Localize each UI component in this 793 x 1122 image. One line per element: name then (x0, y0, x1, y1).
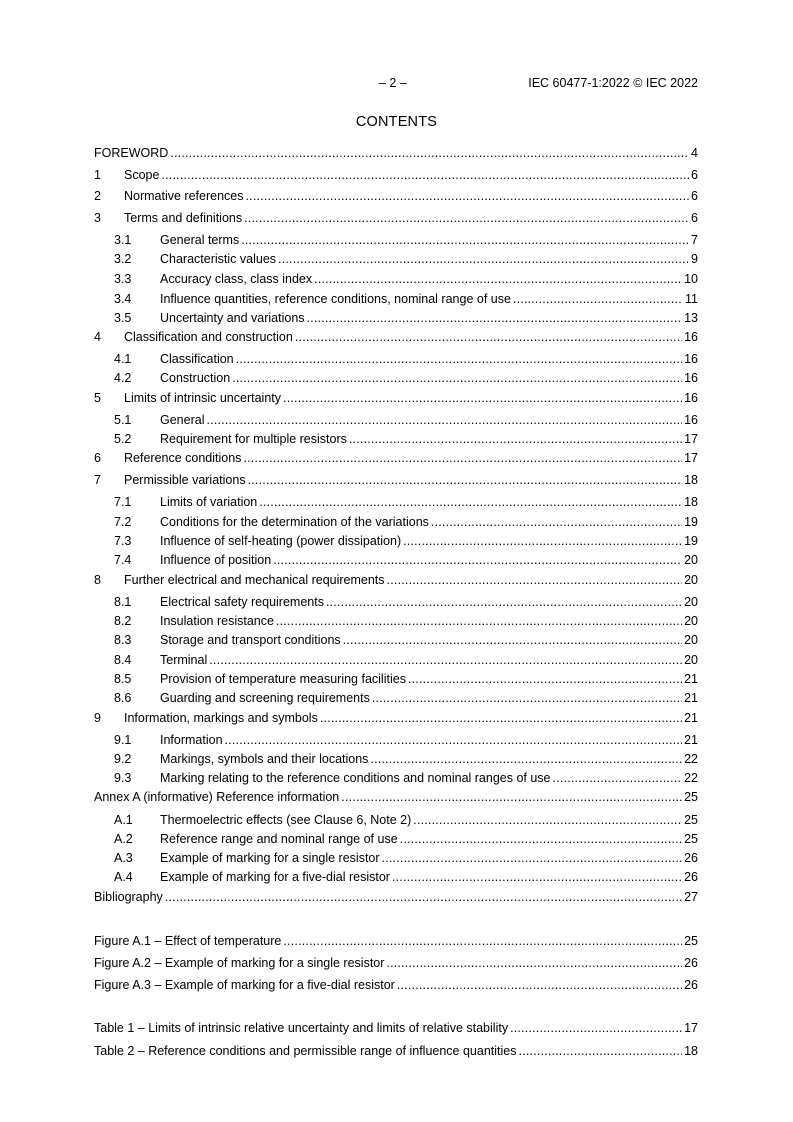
toc-entry-number: 3.5 (114, 311, 132, 325)
toc-entry[interactable] (94, 145, 698, 161)
toc-entry-number: 1 (94, 168, 101, 182)
toc-entry-page: 19 (684, 515, 698, 529)
toc-entry[interactable] (94, 351, 698, 367)
toc-entry[interactable] (94, 412, 698, 428)
dot-leader (372, 690, 682, 706)
toc-entry-page: 4 (691, 146, 698, 160)
toc-entry-number: 4 (94, 330, 101, 344)
toc-entry-page: 16 (684, 371, 698, 385)
dot-leader (403, 533, 682, 549)
toc-entry-title: Example of marking for a single resistor (160, 851, 380, 865)
toc-entry-page: 18 (684, 495, 698, 509)
toc-entry[interactable] (94, 210, 698, 226)
toc-entry-title: Provision of temperature measuring facilities (160, 672, 406, 686)
toc-entry-number: A.2 (114, 832, 133, 846)
toc-entry-page: 20 (684, 653, 698, 667)
toc-entry-page: 17 (684, 1021, 698, 1035)
toc-entry[interactable] (94, 671, 698, 687)
toc-entry[interactable] (94, 751, 698, 767)
toc-entry[interactable] (94, 812, 698, 828)
toc-entry[interactable] (94, 1020, 698, 1036)
toc-entry-title: Limits of intrinsic uncertainty (124, 391, 282, 405)
toc-entry-title: Markings, symbols and their locations (160, 752, 369, 766)
dot-leader (165, 889, 682, 905)
toc-entry-page: 16 (684, 330, 698, 344)
dot-leader (349, 431, 682, 447)
toc-entry-number: 8.1 (114, 595, 132, 609)
toc-entry[interactable] (94, 271, 698, 287)
toc-entry-title: Influence quantities, reference conditions, nominal range of use (160, 292, 511, 306)
toc-entry-number: A.3 (114, 851, 133, 865)
toc-entry[interactable] (94, 370, 698, 386)
toc-entry[interactable] (94, 450, 698, 466)
contents-heading: CONTENTS (355, 114, 438, 130)
toc-entry[interactable] (94, 977, 698, 993)
dot-leader (283, 390, 682, 406)
toc-entry-title: Thermoelectric effects (see Clause 6, Note 2) (160, 813, 412, 827)
toc-entry-number: 8.4 (114, 653, 132, 667)
toc-entry-number: 3 (94, 211, 101, 225)
toc-entry[interactable] (94, 514, 698, 530)
toc-entry-number: 7.2 (114, 515, 132, 529)
dot-leader (225, 732, 683, 748)
toc-entry-title: General terms (160, 233, 240, 247)
dot-leader (236, 351, 682, 367)
toc-entry-number: 6 (94, 451, 101, 465)
toc-entry-title: Terminal (160, 653, 208, 667)
dot-leader (513, 291, 683, 307)
toc-entry-title: Figure A.3 – Example of marking for a five-dial resistor (94, 978, 395, 992)
toc-entry[interactable] (94, 1043, 698, 1059)
toc-entry-number: 8 (94, 573, 101, 587)
dot-leader (397, 977, 682, 993)
dot-leader (341, 789, 682, 805)
toc-entry[interactable] (94, 390, 698, 406)
toc-entry-page: 9 (691, 252, 698, 266)
toc-entry-page: 21 (684, 733, 698, 747)
dot-leader (510, 1020, 682, 1036)
toc-entry-page: 20 (684, 595, 698, 609)
toc-entry-page: 25 (684, 813, 698, 827)
toc-entry-page: 21 (684, 691, 698, 705)
toc-entry-number: 9.1 (114, 733, 132, 747)
toc-entry-number: 3.2 (114, 252, 132, 266)
dot-leader (295, 329, 682, 345)
toc-entry-page: 16 (684, 391, 698, 405)
toc-entry[interactable] (94, 831, 698, 847)
toc-entry-number: 9.3 (114, 771, 132, 785)
dot-leader (413, 812, 682, 828)
toc-entry-number: 9 (94, 711, 101, 725)
toc-entry-title: Figure A.1 – Effect of temperature (94, 934, 282, 948)
toc-entry[interactable] (94, 710, 698, 726)
dot-leader (400, 831, 682, 847)
toc-entry-page: 25 (684, 832, 698, 846)
toc-entry-page: 7 (691, 233, 698, 247)
toc-entry-number: 8.5 (114, 672, 132, 686)
toc-entry[interactable] (94, 431, 698, 447)
dot-leader (386, 955, 682, 971)
toc-entry-number: 4.2 (114, 371, 132, 385)
toc-entry-number: 7.4 (114, 553, 132, 567)
toc-entry-number: 3.3 (114, 272, 132, 286)
toc-entry-number: 5.1 (114, 413, 132, 427)
toc-entry-title: Limits of variation (160, 495, 258, 509)
toc-entry-title: Construction (160, 371, 231, 385)
toc-entry[interactable] (94, 933, 698, 949)
toc-entry-page: 20 (684, 614, 698, 628)
dot-leader (382, 850, 683, 866)
toc-entry-number: 3.4 (114, 292, 132, 306)
toc-entry-title: Scope (124, 168, 160, 182)
toc-entry[interactable] (94, 291, 698, 307)
toc-entry-title: Information (160, 733, 223, 747)
toc-entry-title: Electrical safety requirements (160, 595, 324, 609)
toc-entry-page: 16 (684, 413, 698, 427)
toc-entry[interactable] (94, 770, 698, 786)
document-id: IEC 60477-1:2022 © IEC 2022 (528, 76, 698, 90)
toc-entry-number: 3.1 (114, 233, 132, 247)
toc-entry-title: Figure A.2 – Example of marking for a single resistor (94, 956, 385, 970)
toc-entry-title: Requirement for multiple resistors (160, 432, 347, 446)
toc-entry[interactable] (94, 732, 698, 748)
toc-entry-page: 26 (684, 870, 698, 884)
toc-entry-number: 7.3 (114, 534, 132, 548)
toc-entry-page: 20 (684, 573, 698, 587)
dot-leader (343, 632, 682, 648)
toc-entry-number: 4.1 (114, 352, 132, 366)
toc-entry-title: Conditions for the determination of the variations (160, 515, 429, 529)
dot-leader (320, 710, 682, 726)
toc-entry-page: 26 (684, 978, 698, 992)
toc-entry[interactable] (94, 329, 698, 345)
toc-entry-number: 2 (94, 189, 101, 203)
toc-entry-title: Terms and definitions (124, 211, 243, 225)
dot-leader (314, 271, 682, 287)
page-number: – 2 – (379, 76, 407, 90)
toc-entry-title: Information, markings and symbols (124, 711, 318, 725)
dot-leader (283, 933, 682, 949)
dot-leader (161, 167, 689, 183)
dot-leader (326, 594, 682, 610)
toc-entry-number: 7 (94, 473, 101, 487)
dot-leader (243, 450, 682, 466)
dot-leader (431, 514, 682, 530)
toc-entry[interactable] (94, 652, 698, 668)
toc-entry-number: 9.2 (114, 752, 132, 766)
dot-leader (259, 494, 682, 510)
toc-entry-page: 6 (691, 211, 698, 225)
toc-entry-title: Uncertainty and variations (160, 311, 305, 325)
toc-entry-page: 18 (684, 473, 698, 487)
toc-entry-page: 13 (684, 311, 698, 325)
toc-entry-title: Further electrical and mechanical requirements (124, 573, 385, 587)
toc-entry-title: Influence of position (160, 553, 272, 567)
dot-leader (553, 770, 683, 786)
dot-leader (273, 552, 682, 568)
toc-entry-title: Classification (160, 352, 234, 366)
dot-leader (244, 210, 689, 226)
toc-entry[interactable] (94, 869, 698, 885)
toc-entry-page: 19 (684, 534, 698, 548)
toc-entry-number: 8.6 (114, 691, 132, 705)
dot-leader (241, 232, 689, 248)
toc-entry-title: Storage and transport conditions (160, 633, 341, 647)
toc-entry[interactable] (94, 632, 698, 648)
toc-entry-title: Example of marking for a five-dial resistor (160, 870, 390, 884)
toc-entry-title: Annex A (informative) Reference information (94, 790, 340, 804)
toc-entry[interactable] (94, 188, 698, 204)
toc-entry[interactable] (94, 613, 698, 629)
toc-entry-title: Classification and construction (124, 330, 293, 344)
dot-leader (387, 572, 683, 588)
toc-entry[interactable] (94, 494, 698, 510)
toc-entry[interactable] (94, 572, 698, 588)
dot-leader (519, 1043, 683, 1059)
toc-entry-page: 17 (684, 451, 698, 465)
toc-entry[interactable] (94, 310, 698, 326)
toc-entry-title: Reference range and nominal range of use (160, 832, 398, 846)
toc-entry[interactable] (94, 167, 698, 183)
toc-entry-page: 6 (691, 168, 698, 182)
dot-leader (370, 751, 682, 767)
toc-entry-page: 22 (684, 771, 698, 785)
toc-entry[interactable] (94, 533, 698, 549)
dot-leader (232, 370, 682, 386)
toc-entry-number: 5.2 (114, 432, 132, 446)
toc-entry[interactable] (94, 690, 698, 706)
toc-entry[interactable] (94, 789, 698, 805)
page-header (94, 76, 698, 94)
toc-entry-title: General (160, 413, 205, 427)
toc-entry-title: Normative references (124, 189, 244, 203)
toc-entry-title: Marking relating to the reference conditions and nominal ranges of use (160, 771, 551, 785)
toc-entry-title: Guarding and screening requirements (160, 691, 370, 705)
dot-leader (248, 472, 683, 488)
toc-entry-number: A.1 (114, 813, 133, 827)
dot-leader (392, 869, 682, 885)
toc-entry[interactable] (94, 251, 698, 267)
toc-entry-page: 22 (684, 752, 698, 766)
toc-entry[interactable] (94, 594, 698, 610)
toc-entry-page: 10 (684, 272, 698, 286)
toc-entry[interactable] (94, 472, 698, 488)
toc-entry-number: A.4 (114, 870, 133, 884)
toc-entry-page: 21 (684, 672, 698, 686)
toc-entry-page: 25 (684, 790, 698, 804)
toc-entry-page: 21 (684, 711, 698, 725)
toc-entry-number: 8.3 (114, 633, 132, 647)
toc-entry-number: 7.1 (114, 495, 132, 509)
toc-entry[interactable] (94, 552, 698, 568)
toc-entry-page: 26 (684, 956, 698, 970)
toc-entry-title: Table 1 – Limits of intrinsic relative uncertainty and limits of relative stability (94, 1021, 509, 1035)
dot-leader (278, 251, 689, 267)
toc-entry-page: 11 (685, 292, 698, 306)
dot-leader (206, 412, 682, 428)
dot-leader (170, 145, 689, 161)
toc-entry-page: 20 (684, 553, 698, 567)
toc-entry-page: 16 (684, 352, 698, 366)
toc-entry[interactable] (94, 955, 698, 971)
toc-entry-title: Accuracy class, class index (160, 272, 313, 286)
toc-entry-title: Influence of self-heating (power dissipation) (160, 534, 402, 548)
toc-entry-number: 5 (94, 391, 101, 405)
dot-leader (246, 188, 690, 204)
toc-entry-page: 20 (684, 633, 698, 647)
toc-entry-title: Characteristic values (160, 252, 277, 266)
toc-entry-page: 27 (684, 890, 698, 904)
toc-entry-page: 26 (684, 851, 698, 865)
toc-entry-page: 25 (684, 934, 698, 948)
toc-entry-title: Reference conditions (124, 451, 242, 465)
toc-entry-title: Permissible variations (124, 473, 246, 487)
toc-entry-title: Table 2 – Reference conditions and permissible range of influence quantities (94, 1044, 517, 1058)
toc-entry-title: Bibliography (94, 890, 163, 904)
toc-entry-title: FOREWORD (94, 146, 169, 160)
toc-entry-number: 8.2 (114, 614, 132, 628)
dot-leader (408, 671, 682, 687)
toc-entry[interactable] (94, 889, 698, 905)
toc-entry-title: Insulation resistance (160, 614, 274, 628)
dot-leader (276, 613, 682, 629)
dot-leader (307, 310, 683, 326)
toc-entry-page: 18 (684, 1044, 698, 1058)
toc-entry-page: 6 (691, 189, 698, 203)
toc-entry-page: 17 (684, 432, 698, 446)
toc-entry[interactable] (94, 850, 698, 866)
dot-leader (209, 652, 682, 668)
toc-entry[interactable] (94, 232, 698, 248)
